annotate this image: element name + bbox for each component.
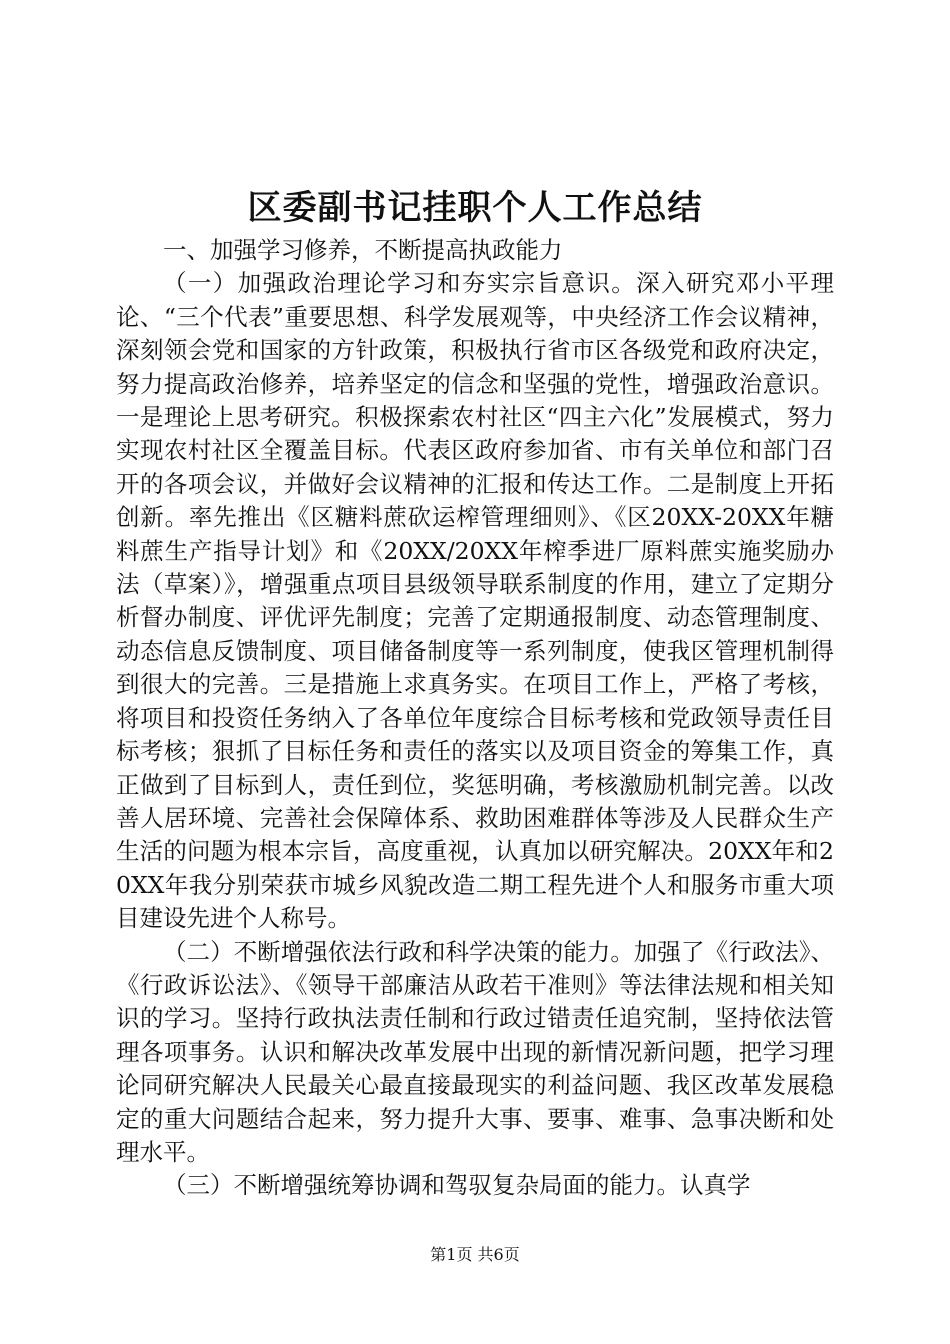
paragraph-2: （二）不断增强依法行政和科学决策的能力。加强了《行政法》、《行政诉讼法》、《领导干部廉洁从政若干准则》等法律法规和相关知识的学习。坚持行政执法责任制和行政过错责任追究制，坚持依法管理各项事务。认识和解决改革发展中出现的新情况新问题，把学习理论同研究解决人民最关心最直接最现实的利益问题、我区改革发展稳定的重大问题结合起来，努力提升大事、要事、难事、急事决断和处理水平。 [116,937,834,1166]
paragraph-3: （三）不断增强统筹协调和驾驭复杂局面的能力。认真学 [163,1171,751,1200]
paragraph-1: （一）加强政治理论学习和夯实宗旨意识。深入研究邓小平理论、“三个代表”重要思想、科学发展观等，中央经济工作会议精神，深刻领会党和国家的方针政策，积极执行省市区各级党和政府决定，努力提高政治修养，培养坚定的信念和坚强的党性，增强政治意识。一是理论上思考研究。积极探索农村社区“四主六化”发展模式，努力实现农村社区全覆盖目标。代表区政府参加省、市有关单位和部门召开的各项会议，并做好会议精神的汇报和传达工作。二是制度上开拓创新。率先推出《区糖料蔗砍运榨管理细则》、《区20XX-20XX年糖料蔗生产指导计划》和《20XX/20XX年榨季进厂原料蔗实施奖励办法（草案）》，增强重点项目县级领导联系制度的作用，建立了定期分析督办制度、评优评先制度；完善了定期通报制度、动态管理制度、动态信息反馈制度、项目储备制度等一系列制度，使我区管理机制得到很大的完善。三是措施上求真务实。在项目工作上，严格了考核，将项目和投资任务纳入了各单位年度综合目标考核和党政领导责任目标考核；狠抓了目标任务和责任的落实以及项目资金的筹集工作，真正做到了目标到人，责任到位，奖惩明确，考核激励机制完善。以改善人居环境、完善社会保障体系、救助困难群体等涉及人民群众生产生活的问题为根本宗旨，高度重视，认真加以研究解决。20XX年和20XX年我分别荣获市城乡风貌改造二期工程先进个人和服务市重大项目建设先进个人称号。 [116,269,834,933]
document-title: 区委副书记挂职个人工作总结 [247,188,703,228]
document-body [116,234,834,1203]
page-footer: 第1页 共6页 [430,1245,520,1264]
section-heading: 一、加强学习修养，不断提高执政能力 [163,236,563,264]
